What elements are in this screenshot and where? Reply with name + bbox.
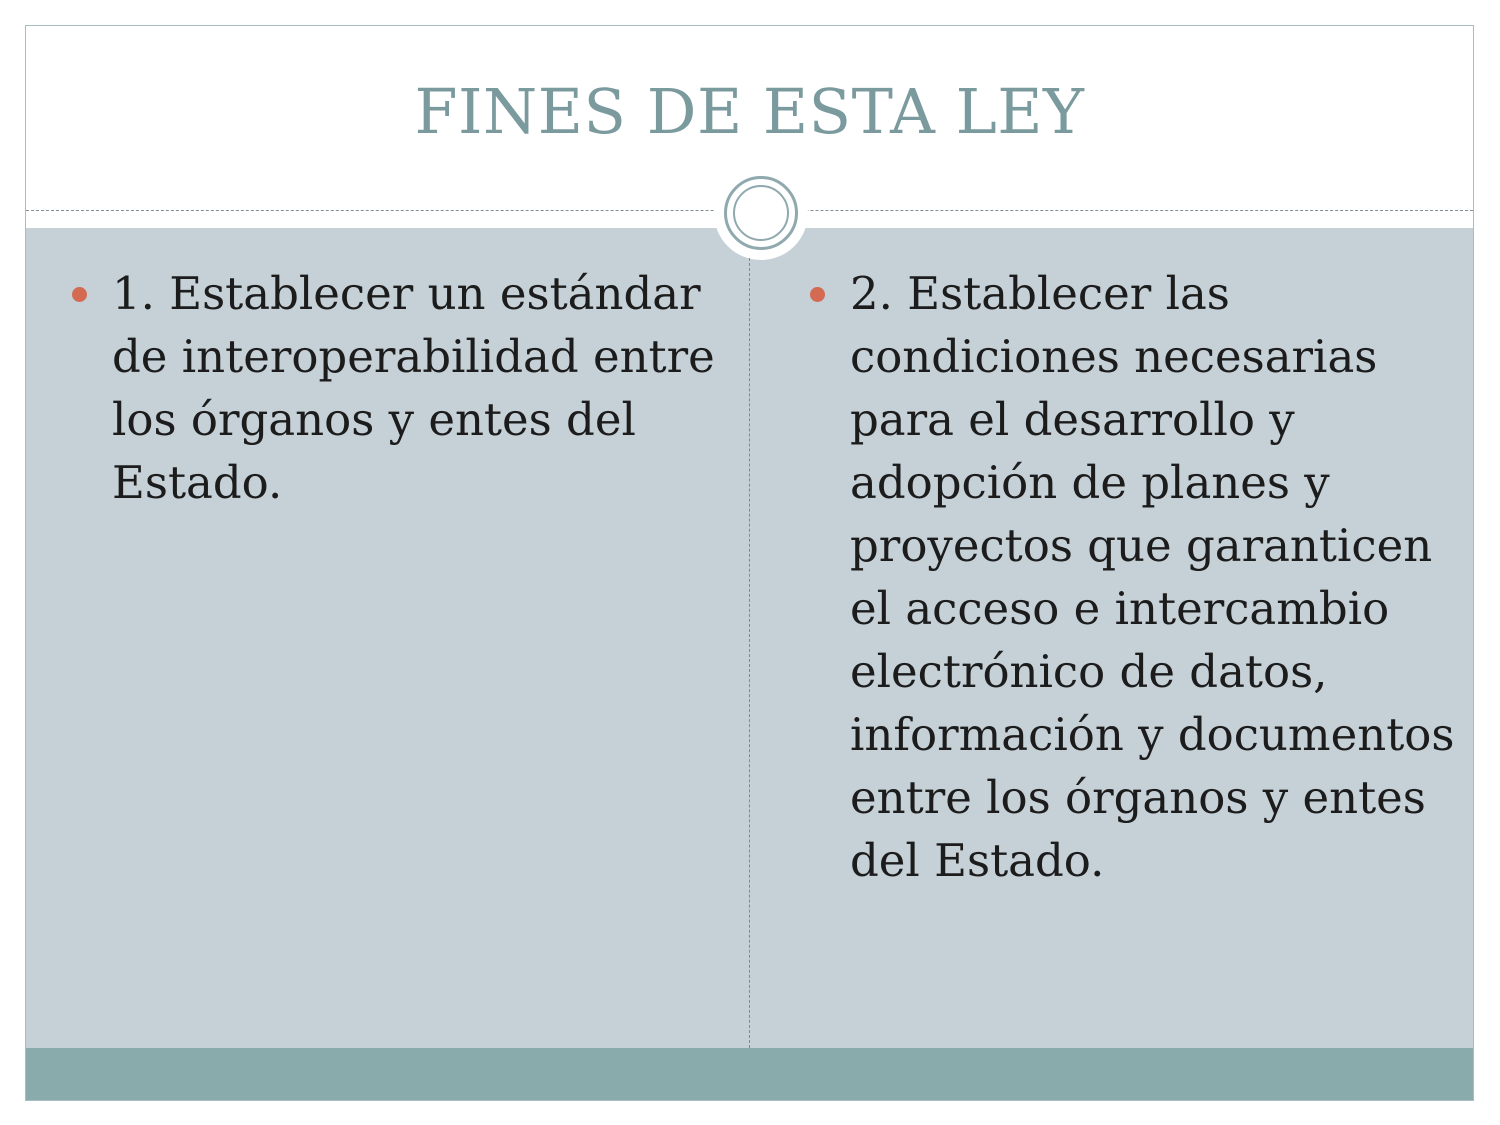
bullet-dot-icon [810, 287, 825, 302]
bullet-item-1 [72, 262, 732, 514]
bullet-item-text: 2. Establecer las condiciones necesarias para el desarrollo y adopción de planes y proyectos que garanticen el acceso e intercambio electrónico de datos, información y documentos entre los órganos y entes del Estado. [850, 267, 1455, 887]
ornament-outer-ring [724, 176, 798, 250]
footer-bar [26, 1048, 1473, 1100]
right-column [810, 262, 1460, 892]
bullet-item-2 [810, 262, 1460, 892]
ornament-inner-ring [733, 185, 789, 241]
column-divider [749, 258, 750, 1048]
left-column [72, 262, 732, 514]
slide [25, 25, 1474, 1101]
double-ring-ornament-icon [714, 166, 808, 260]
bullet-item-text: 1. Establecer un estándar de interoperabilidad entre los órganos y entes del Estado. [112, 267, 715, 509]
slide-title: FINES DE ESTA LEY [414, 75, 1085, 148]
bullet-dot-icon [72, 287, 87, 302]
